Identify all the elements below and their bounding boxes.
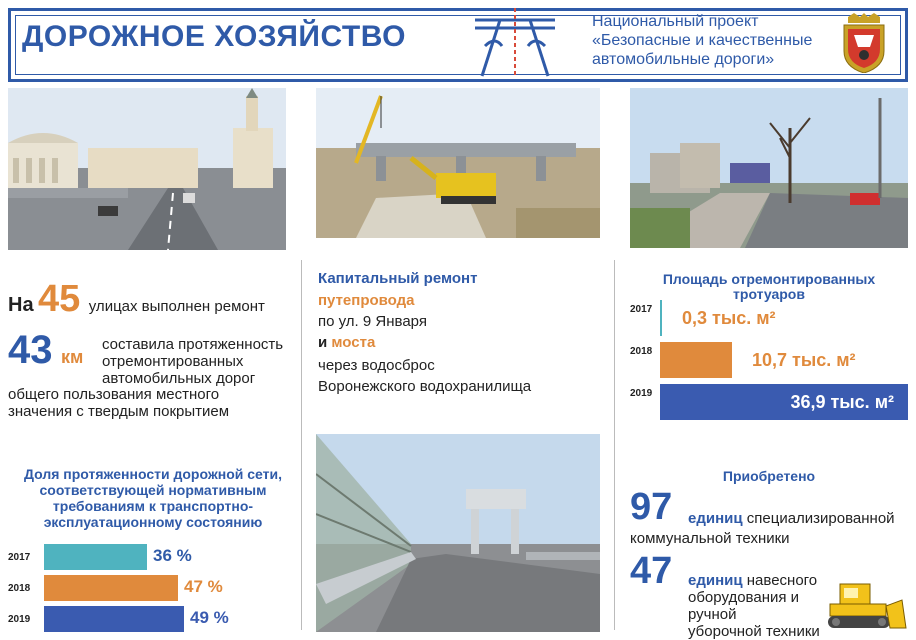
acquired-1-line-1 [688,508,910,530]
page-title: ДОРОЖНОЕ ХОЗЯЙСТВО [22,20,406,53]
length-description [102,336,302,387]
bulldozer-icon [822,576,908,632]
acquired-2-text [688,572,828,640]
sidewalk-chart-title [630,272,908,302]
share-title-line-3: требованиям к транспортно- [52,498,254,514]
bridge-label: моста [331,334,376,351]
photo-city-street [8,88,286,250]
divider-left [301,260,302,630]
road-bridge-icon [470,6,560,78]
streets-prefix: На [8,294,34,316]
project-line-1: Национальный проект [592,13,759,30]
length-description-tail [8,386,298,420]
photo-overpass-construction [316,88,600,238]
acquired-2-line-2: оборудования и ручной [688,589,800,623]
acquired-1-tail: коммунальной техники [630,530,790,547]
sidewalk-year-2017: 2017 [630,304,653,315]
length-line-2: отремонтированных [102,353,244,370]
bridge-line-2: Воронежского водохранилища [318,378,532,395]
acquired-1-value: 97 [630,486,673,528]
acquired-2-bold: единиц [688,572,743,589]
divider-right [614,260,615,630]
share-year-2019: 2019 [8,614,31,625]
photo-bridge [316,434,600,632]
share-year-2018: 2018 [8,583,31,594]
share-label-2018: 47 % [184,577,223,596]
share-bar-2018 [44,575,178,601]
acquired-2-line-3: уборочной техники [688,623,820,640]
acquired-1-bold: единиц [688,510,743,527]
streets-stat [8,278,298,321]
share-bar-2017 [44,544,147,570]
project-line-3: автомобильные дороги» [592,51,775,68]
coat-of-arms-icon [840,13,888,73]
share-label-2019: 49 % [190,608,229,627]
sidewalk-title-line-2: тротуаров [733,286,805,302]
streets-text: улицах выполнен ремонт [88,298,265,315]
acquired-1-text [688,508,910,530]
overpass-location: по ул. 9 Января [318,313,427,330]
sidewalk-title-line-1: Площадь отремонтированных [662,271,876,287]
acquired-1-desc: специализированной [746,510,895,527]
acquired-2-desc: навесного [746,572,818,589]
bridge-location [318,355,531,397]
overpass-label: путепровода [318,292,415,309]
streets-value: 45 [38,278,81,320]
sidewalk-bar-2017 [660,300,662,336]
sidewalk-bar-2018 [660,342,732,378]
share-title-line-4: эксплуатационному состоянию [43,514,263,530]
acquired-2-value: 47 [630,550,673,592]
length-line-1: составила протяженность [102,336,284,353]
length-line-4: общего пользования местного [8,386,220,403]
share-label-2017: 36 % [153,546,192,565]
sidewalk-year-2019: 2019 [630,388,653,399]
national-project-title [592,12,852,69]
sidewalk-label-2019: 36,9 тыс. м² [790,392,894,412]
share-bar-2019 [44,606,184,632]
sidewalk-year-2018: 2018 [630,346,653,357]
share-chart-title [8,466,298,530]
length-line-5: значения с твердым покрытием [8,403,230,420]
project-line-2: «Безопасные и качественные [592,32,813,49]
share-title-line-1: Доля протяженности дорожной сети, [23,466,282,482]
photo-sidewalk [630,88,908,248]
sidewalk-label-2018: 10,7 тыс. м² [752,350,856,370]
acquired-title: Приобретено [722,468,816,484]
acquired-2-line-1 [688,572,828,589]
share-year-2017: 2017 [8,552,31,563]
bridge-heading [318,334,375,351]
length-value-block [8,328,83,373]
capital-repair-title: Капитальный ремонт [318,270,478,287]
bridge-line-1: через водосброс [318,357,435,374]
bridge-prefix: и [318,334,328,351]
length-unit: км [60,347,84,367]
share-title-line-2: соответствующей нормативным [39,482,267,498]
length-value: 43 [8,328,53,372]
length-line-3: автомобильных дорог [102,370,256,387]
sidewalk-label-2017: 0,3 тыс. м² [682,308,776,328]
